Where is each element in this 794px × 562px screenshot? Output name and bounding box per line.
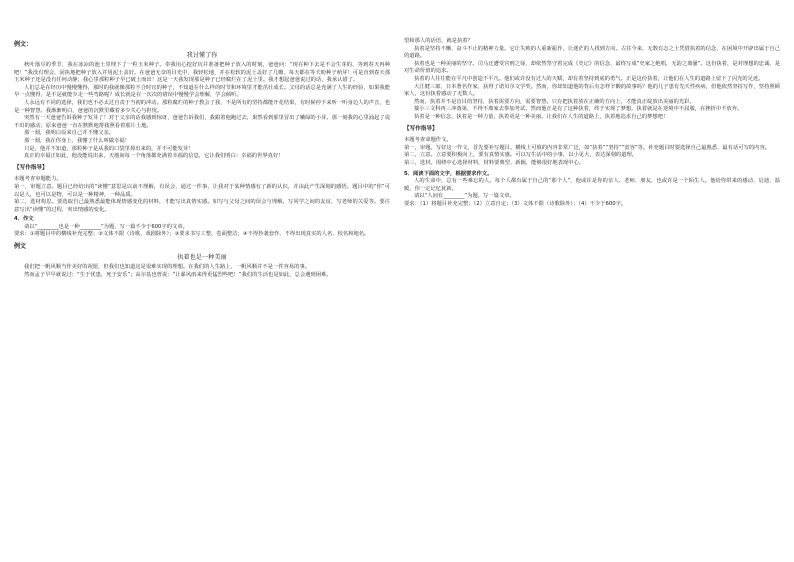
guide-line: 第一，审题立意。题目已经给出的“读懂”意思是以前不理解，有误会，通过一件事，让我对于某种情感有了新的认识，并由此产生深刻的感悟。题目中的“你”可以是人，也可以是物，可以是一种精神，一种品质。 [14, 183, 390, 198]
question-5-prompt: 请以“人间有________”为题，写一篇文章。 [414, 193, 515, 200]
essay2-para: 执着的人往往能在平凡中创造不平凡。他们或许没有过人的天赋，却有着坚持到底的勇气。正是这份执着，让他们在人生的道路上留下了闪光的足迹。 [414, 75, 764, 82]
right-column [404, 38, 780, 208]
essay1-para: 人永远有不同的选择，我们也不必太过自责于当初的冲动。那粒腐烂的种子教会了我，不是所有的坚持都能开花结果，有时候停下来听一听身边人的声音，也是一种智慧。我渐渐明白，爸爸的沉默里藏着多少关心与担忧。 [14, 99, 390, 114]
essay2-para: 然而孟子早早就说过：“生于忧患，死于安乐”；高尔基也曾说：“让暴风雨来得更猛烈些吧！”我们的生活也是如此，总会遇到困难。 [24, 271, 332, 278]
essay1-para: 那一刻，我明白原来自己并不懂父亲。 [24, 130, 115, 137]
essay1-para: 只是，他并不知道，那粒种子是从我的口袋里掉出来的，并不可能发芽！ [24, 145, 194, 152]
guide-line: 本题考查审题能力。 [14, 176, 62, 183]
question-4-label: 4．作文 [14, 216, 34, 223]
essay2-para: 执着也是一种美丽的坚守。司马迁遭受宫刑之辱，却依然坚守着完成《史记》的信念，最终写成“史家之绝唱，无韵之离骚”。这份执着，是对理想的忠诚，是对生命价值的追求。 [404, 60, 780, 75]
essay2-continued: 望和那人的话语，就是执着？ [404, 38, 473, 44]
essay2-para: 执着是坚持不懈、奋斗不止的精神力量。它让失败的人重新振作，让迷茫的人找到方向。古往今来，无数有志之士凭借执着的信念，在困境中开辟出属于自己的道路。 [404, 45, 780, 60]
guide-line: 第二，选材构思。要选取自己最熟悉最能体现情感变化的材料，才能写出真情实感。如写与父母之间的误会与理解，写同学之间的友谊，写老师的关爱等。要注意写出“读懂”的过程，突出情感的变化。 [14, 199, 390, 213]
writing-guide-label: 【写作指导】 [14, 164, 48, 171]
question-5-text: 人的生命中，总有一些难忘的人。每个人都有属于自己的“那个人”，他或许是你的亲人、老师、朋友，也或许是一个陌生人。他给你带来的感动、启迪、温暖，你一定记忆犹新。 [404, 178, 780, 192]
guide-line: 第二，立意。立意要积极向上，要有真情实感。可以写生活中的小事，以小见大，表达深刻的道理。 [404, 152, 638, 159]
essay1-title: 我讨懂了你 [186, 52, 218, 59]
essay1-para: 真正的幸福正如此，他没能说出来，天地间每一个角落都充满着幸福的信息，它让我们明白：幸福的世界真好！ [24, 153, 284, 160]
left-column [14, 38, 390, 279]
essay1-para: 秋叶落尽的季节，我在冰凉的池土里埋下了一粒玉米种子。奉我用心挖好坑并准备把种子放入的时刻，爸爸问：“现在种下去是不会生芽的，等到春天再种吧！”我没有理会，固执地把种子放入并用泥土盖好。在爸爸无奈的目光中，我轻松地，并在松软的泥土盖好了几瓣，每天都在等天盼种子萌芽！可是直到春天那玉米种子还是没有任何动静，我心里那粒种子早已破土而出！这是一天我发现那是种子已经腐烂在了泥土里。我才想起爸爸说过的话，我承认错了。 [14, 62, 390, 84]
essay2-para: 执着是一种信念，执着是一种力量，执着更是一种美丽。让我们在人生的道路上，执着地追求自己的梦想吧！ [414, 113, 669, 120]
essay1-para: 那一刻，我在你身上，我懂了什么叫做幸福！ [24, 137, 130, 144]
essay2-para: 然而，执着并不是盲目的坚持，执着需要方向，需要智慧。只有把执着放在正确的方向上，才能真正绽放出美丽的光彩。 [414, 98, 695, 105]
essay2-title: 执着也是一种美丽 [177, 254, 227, 262]
example-label: 例文： [14, 41, 33, 48]
essay1-para: 人们总是在经历中慢慢懂得，那时的我就像那粒不合时宜的种子，不知道在什么样的时节和环境里才能茁壮成长。父母的话总是充满了人生的经验，如果我能早一点懂得，是不是就能少走一些弯路呢？成长就是在一次次的错误中慢慢学会理解，学会倾听。 [14, 84, 390, 99]
essay2-para: 我们把一帆风顺当作美好的祝愿，但我们也知道这是很难实现的理想。在我们的人生路上，一帆风顺并不是一件容易的事。 [24, 264, 311, 271]
essay1-para: 突然有一天爸爸告诉我种子发芽了！对于父亲的话我感到惊讶，爸爸告诉我们，我跟着他跑过去，果然看到那里冒出了嫩绿的小芽。那一刻我的心里涌起了说不出的感动，原来爸爸一直在默默地帮我照看着那片土地。 [14, 115, 390, 129]
question-5-label: 5．阅读下面的文字，根据要求作文。 [404, 170, 493, 177]
essay2-para: 大江健三郎，日本著名作家，获得了诺贝尔文学奖。然而，你却知道他的背后有怎样辛酸的故事吗？他的儿子患有先天性疾病，但他依然坚持写作，坚持照顾家人，这份执着感动了无数人。 [404, 83, 780, 98]
essay2-para: 揣小三文科再三冲落第，不得不离家去参加考试，然而他正是有了这种执着，终于实现了梦想。执着就是在逆境中不屈服，在挫折中不放弃。 [414, 106, 743, 113]
question-5-requirements: 要求：（1）将题目补充完整；（2）立意自定；（3）文体不限（诗歌除外）；（4）不少于600字。 [404, 200, 627, 207]
guide-line: 本题考查命题作文。 [404, 137, 452, 144]
example2-label: 例文 [14, 243, 27, 251]
guide-line: 第三，选材。围绕中心选择材料，材料要典型、新颖，能够很好地表现中心。 [404, 159, 585, 166]
writing-guide-label: 【写作指导】 [404, 125, 438, 132]
question-4-prompt: 请以“________也是一种________”为题，写一篇不少于600字的文章。 [24, 223, 188, 230]
question-4-requirements: 要求：①将题目中的横线补充完整；②文体不限（诗歌、戏剧除外）；③要求书写工整，卷面整洁；④不得抄袭套作，不得出现真实的人名、校名和地名。 [14, 231, 370, 238]
guide-line: 第一，审题。写好这一作文，首先要补写题目。横线上可填的内容非常广泛，如“执着”“坚持”“宽容”等。补充题目时要选择自己最熟悉、最有话可写的内容。 [404, 144, 771, 151]
